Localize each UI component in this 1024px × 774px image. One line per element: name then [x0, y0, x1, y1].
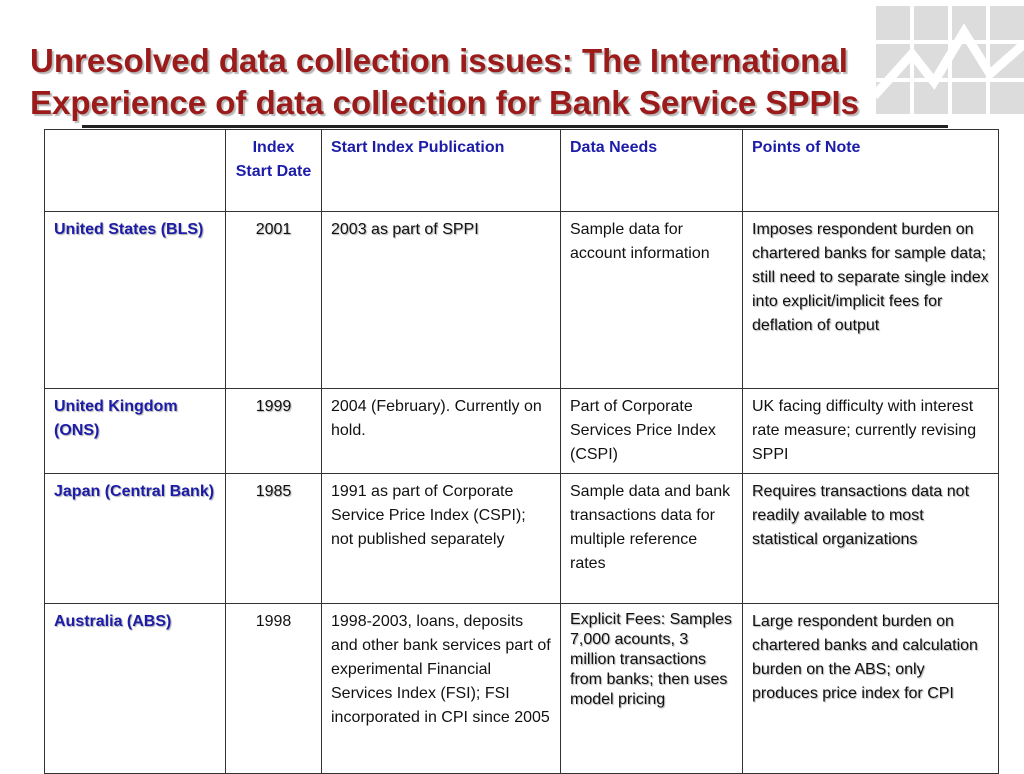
data-collection-table: [44, 129, 999, 774]
cell-notes: Large respondent burden on chartered banks and calculation burden on the ABS; only produces price index for CPI: [743, 604, 999, 774]
cell-country: United Kingdom (ONS): [45, 389, 226, 474]
cell-publication: 2003 as part of SPPI: [322, 212, 561, 389]
cell-country: Japan (Central Bank): [45, 474, 226, 604]
header-country: [45, 130, 226, 212]
cell-start-date: 2001: [226, 212, 322, 389]
table-header-row: [45, 130, 999, 212]
cell-data-needs: Sample data for account information: [561, 212, 743, 389]
table-row: [45, 212, 999, 389]
cell-start-date: 1999: [226, 389, 322, 474]
cell-notes: Requires transactions data not readily available to most statistical organizations: [743, 474, 999, 604]
table-row: [45, 389, 999, 474]
slide-title-line2: Experience of data collection for Bank Service SPPIs: [30, 84, 859, 121]
cell-start-date: 1998: [226, 604, 322, 774]
cell-publication: 2004 (February). Currently on hold.: [322, 389, 561, 474]
cell-country: Australia (ABS): [45, 604, 226, 774]
cell-data-needs: Sample data and bank transactions data for multiple reference rates: [561, 474, 743, 604]
header-index-start-date: Index Start Date: [226, 130, 322, 212]
cell-data-needs: Part of Corporate Services Price Index (CSPI): [561, 389, 743, 474]
cell-publication: 1998-2003, loans, deposits and other bank services part of experimental Financial Services Index (FSI); FSI incorporated in CPI since 2005: [322, 604, 561, 774]
slide-title-line1: Unresolved data collection issues: The International: [30, 42, 848, 79]
slide-title: [30, 40, 859, 124]
cell-notes: UK facing difficulty with interest rate measure; currently revising SPPI: [743, 389, 999, 474]
table-row: [45, 474, 999, 604]
table-row: [45, 604, 999, 774]
cell-notes: Imposes respondent burden on chartered banks for sample data; still need to separate single index into explicit/implicit fees for deflation of output: [743, 212, 999, 389]
logo-graphic: [872, 4, 1024, 114]
cell-start-date: 1985: [226, 474, 322, 604]
header-points-of-note: Points of Note: [743, 130, 999, 212]
cell-data-needs: Explicit Fees: Samples 7,000 acounts, 3 million transactions from banks; then uses model pricing: [561, 604, 743, 774]
title-underline: [82, 125, 948, 128]
cell-country: United States (BLS): [45, 212, 226, 389]
cell-publication: 1991 as part of Corporate Service Price Index (CSPI); not published separately: [322, 474, 561, 604]
header-data-needs: Data Needs: [561, 130, 743, 212]
header-start-index-publication: Start Index Publication: [322, 130, 561, 212]
